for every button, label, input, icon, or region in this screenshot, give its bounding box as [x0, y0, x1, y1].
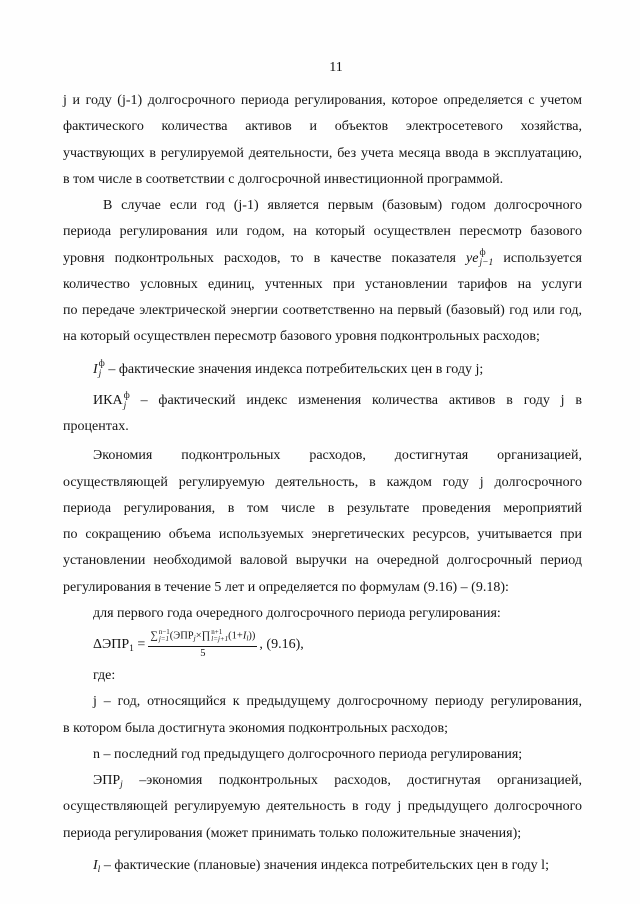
definition-year-j [63, 689, 582, 742]
symbol-base: ИКА [93, 392, 123, 408]
definition-text: – фактический индекс изменения количества активов в году j в [140, 392, 582, 408]
text-line: осуществляющей регулируемую деятельность, в каждом году j долгосрочного [63, 474, 582, 490]
formula-fraction [148, 629, 257, 660]
sum-limits [159, 629, 170, 643]
cpi-symbol [93, 359, 105, 380]
symbol-subscript: j−1 [479, 258, 494, 269]
symbol-superscript: ф [479, 248, 486, 259]
text-line: регулирования в течение 5 лет и определяется по формулам (9.16) – (9.18): [63, 579, 509, 595]
symbol-base: уе [466, 250, 479, 266]
product-limits [211, 629, 228, 643]
symbol-indices [124, 391, 130, 411]
text-line: количество условных единиц, учтенных при установлении тарифов на услуги [63, 276, 582, 292]
text-line: фактического количества активов и объектов электросетевого хозяйства, [63, 119, 582, 135]
product-sign: ×∏ [195, 630, 211, 642]
paragraph-asset-count [63, 88, 582, 193]
symbol-base: ЭПР [93, 773, 121, 788]
paragraph-savings [63, 443, 582, 601]
text-line: на который осуществлен пересмотр базового уровня подконтрольных расходов; [63, 329, 540, 345]
sum-lower-limit: j=1 [158, 635, 169, 644]
formula-denominator: 5 [200, 648, 206, 660]
text-line: Экономия подконтрольных расходов, достигнутая организацией, [93, 448, 582, 464]
closing-parens: )) [248, 630, 256, 642]
factor-subscript: l [246, 633, 249, 643]
page-number: 11 [329, 60, 343, 75]
page-body [63, 88, 582, 879]
formula-9-16 [63, 627, 582, 663]
text-line: процентах. [63, 419, 129, 434]
text-segment: уровня подконтрольных расходов, то в качестве показателя [63, 250, 456, 266]
formula-lhs-base: ΔЭПР [93, 637, 130, 652]
symbol-subscript: j [123, 400, 127, 411]
text-line: j и году (j-1) долгосрочного периода регулирования, которое определяется с учетом [63, 93, 582, 108]
definition-year-n: n – последний год предыдущего долгосрочного периода регулирования; [93, 746, 523, 762]
term-subscript: j [193, 633, 196, 643]
definition-text: –экономия подконтрольных расходов, достигнутая организацией, [139, 773, 582, 788]
epr-symbol [93, 773, 123, 788]
text-line-with-symbol [63, 388, 582, 414]
sum-sign: ∑ [150, 630, 158, 642]
symbol-subscript: j [120, 780, 123, 790]
text-line: установлении необходимой валовой выручки на очередной долгосрочный период [63, 553, 582, 569]
definition-cpi-l [63, 853, 582, 879]
factor-variable: I [242, 630, 247, 642]
factor-text: (1+ [228, 630, 243, 642]
text-segment: используется [503, 250, 582, 266]
formula-lhs [93, 637, 134, 652]
text-line: в котором была достигнута экономия подконтрольных расходов; [63, 720, 449, 736]
cpi-symbol [93, 858, 100, 873]
ue-symbol [466, 248, 494, 269]
formula-intro: для первого года очередного долгосрочного периода регулирования: [93, 605, 501, 621]
formula-equals: = [137, 637, 146, 652]
symbol-superscript: ф [98, 359, 105, 370]
text-line-with-symbol [63, 246, 582, 272]
text-line: периода регулирования, в том числе в результате проведения мероприятий [63, 500, 582, 516]
symbol-indices [479, 248, 493, 268]
formula-lhs-subscript: 1 [129, 644, 134, 654]
text-line: j – год, относящийся к предыдущему долгосрочному периоду регулирования, [93, 694, 582, 710]
ika-symbol [93, 390, 130, 411]
definition-asset-index [63, 388, 582, 441]
definition-cpi-j [63, 357, 582, 383]
text-line: осуществляющей регулируемую деятельность в году j предыдущего долгосрочного [63, 799, 582, 815]
definition-text: – фактические значения индекса потребительских цен в году j; [108, 361, 484, 377]
text-line-with-symbol [63, 768, 582, 794]
product-lower-limit: l=j+1 [211, 635, 229, 644]
sum-upper-limit: n−1 [158, 628, 170, 637]
definition-savings-epr [63, 768, 582, 847]
text-line: участвующих в регулируемой деятельности, без учета месяца ввода в эксплуатацию, [63, 145, 582, 161]
text-line: В случае если год (j-1) является первым (базовым) годом долгосрочного [103, 198, 582, 213]
symbol-subscript: l [97, 864, 101, 875]
paragraph-base-year [63, 193, 582, 351]
text-line: периода регулирования или годом, на который осуществлен пересмотр базового [63, 224, 582, 240]
formula-number: , (9.16), [259, 637, 304, 652]
symbol-subscript: j [98, 369, 102, 380]
text-line: по передаче электрической энергии соответственно на первый (базовый) год или год, [63, 303, 582, 318]
text-line: в том числе в соответствии с долгосрочной инвестиционной программой. [63, 171, 504, 187]
product-upper-limit: n+1 [211, 628, 223, 637]
where-label: где: [93, 668, 116, 683]
text-line: периода регулирования (может принимать только положительные значения); [63, 825, 522, 841]
symbol-base: I [93, 361, 98, 377]
text-line: по сокращению объема используемых энергетических ресурсов, учитывается при [63, 527, 582, 542]
term-text: (ЭПР [169, 630, 194, 642]
symbol-indices [99, 359, 105, 379]
formula-numerator [148, 629, 257, 647]
symbol-superscript: ф [123, 390, 130, 401]
symbol-base: I [93, 857, 98, 873]
definition-text: – фактические (плановые) значения индекса потребительских цен в году l; [103, 857, 549, 873]
